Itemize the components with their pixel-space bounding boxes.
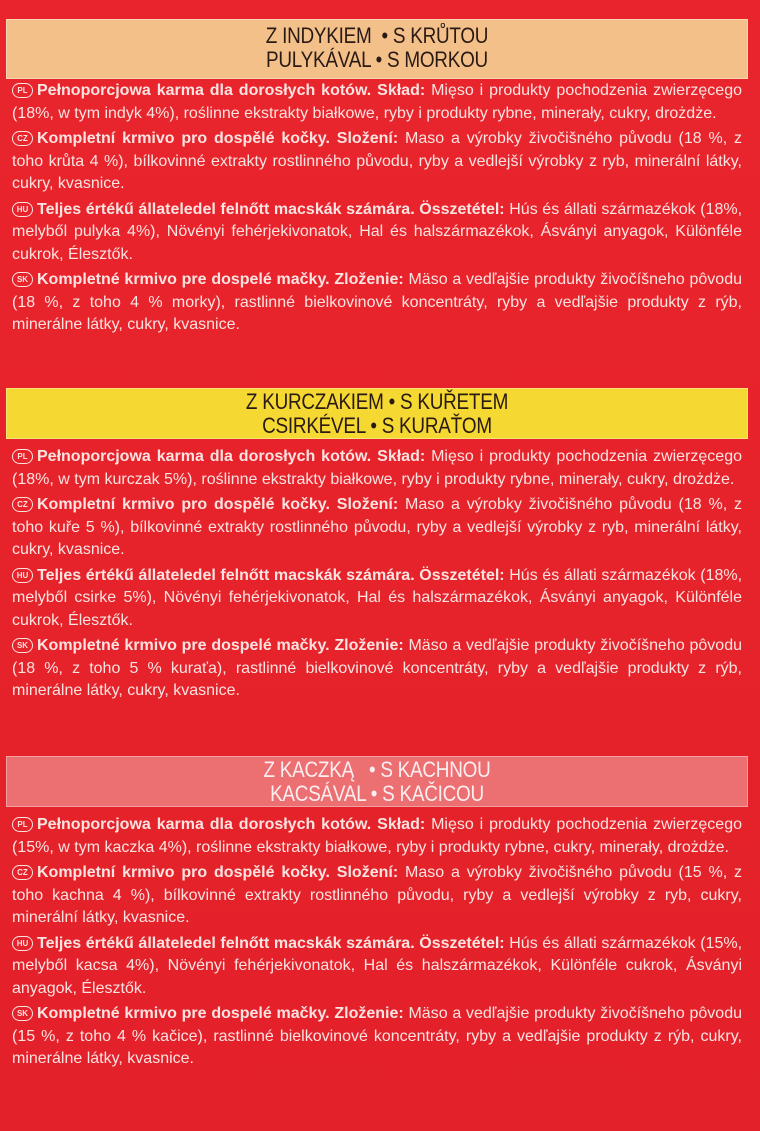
composition-text: Mäso a vedľajšie produkty živočíšneho pôvodu (18 %, z toho 5 % kuraťa), rastlinné bielkovinové koncentráty, ryby a vedľajšie produkty z rýb, minerálne látky, cukry, kvasnice. — [12, 637, 742, 699]
product-description: Kompletní krmivo pro dospělé kočky. Složení: — [37, 130, 399, 147]
composition-text: Maso a výrobky živočišného původu (18 %, z toho krůta 4 %), bílkovinné extrakty rostlinného původu, ryby a vedlejší výrobky z ryb, minerální látky, cukry, kvasnice. — [12, 130, 742, 192]
banner-line: CSIRKÉVEL • S KURAŤOM — [262, 413, 492, 438]
language-badge-icon: PL — [12, 449, 33, 464]
composition-text: Maso a výrobky živočišného původu (18 %, z toho kuře 5 %), bílkovinné extrakty rostlinného původu, ryby a vedlejší výrobky z ryb, minerální látky, cukry, kvasnice. — [12, 496, 742, 558]
ingredient-entry-pl — [12, 814, 742, 859]
composition-text: Maso a výrobky živočišného původu (15 %, z toho kachna 4 %), bílkovinné extrakty rostlinného původu, ryby a vedlejší výrobky z ryb, cukry, minerální látky, kvasnice. — [12, 864, 742, 926]
language-badge-icon: HU — [12, 202, 33, 217]
product-description: Kompletní krmivo pro dospělé kočky. Složení: — [37, 864, 399, 881]
product-description: Kompletné krmivo pre dospelé mačky. Zloženie: — [37, 1005, 404, 1022]
product-description: Kompletné krmivo pre dospelé mačky. Zloženie: — [37, 271, 404, 288]
product-description: Pełnoporcjowa karma dla dorosłych kotów. Skład: — [37, 816, 426, 833]
banner-line: KACSÁVAL • S KAČICOU — [270, 781, 484, 806]
ingredient-entry-sk — [12, 635, 742, 703]
language-badge-icon: CZ — [12, 865, 33, 880]
language-badge-icon: SK — [12, 272, 33, 287]
composition-text: Mięso i produkty pochodzenia zwierzęcego (18%, w tym indyk 4%), roślinne ekstrakty białkowe, ryby i produkty rybne, minerały, cukry, drożdże. — [12, 82, 742, 122]
composition-text: Hús és állati származékok (18%, melyből pulyka 4%), Növényi fehérjekivonatok, Hal és halszármazékok, Ásványi anyagok, Különféle cukrok, Élesztők. — [12, 200, 743, 263]
composition-text: Hús és állati származékok (18%, melyből csirke 5%), Növényi fehérjekivonatok, Hal és halszármazékok, Ásványi anyagok, Különféle cukrok, Élesztők. — [12, 566, 743, 629]
language-badge-icon: HU — [12, 936, 33, 951]
ingredients-section-turkey — [12, 80, 742, 340]
product-description: Teljes értékű állateledel felnőtt macskák számára. Összetétel: — [37, 200, 505, 218]
ingredient-entry-cz — [12, 128, 742, 196]
ingredient-entry-hu — [12, 933, 742, 1001]
flavor-banner-chicken — [6, 388, 748, 439]
flavor-banner-turkey — [6, 19, 748, 79]
ingredient-entry-sk — [12, 269, 742, 337]
language-badge-icon: CZ — [12, 131, 33, 146]
composition-text: Mäso a vedľajšie produkty živočíšneho pôvodu (15 %, z toho 4 % kačice), rastlinné bielkovinové koncentráty, ryby a vedľajšie produkty z rýb, cukry, minerálne látky, kvasnice. — [12, 1005, 742, 1067]
composition-text: Hús és állati származékok (15%, melyből kacsa 4%), Növényi fehérjekivonatok, Hal és halszármazékok, Különféle cukrok, Ásványi anyagok, Élesztők. — [12, 934, 743, 997]
ingredient-entry-pl — [12, 80, 742, 125]
ingredient-entry-pl — [12, 446, 742, 491]
language-badge-icon: PL — [12, 817, 33, 832]
banner-line: PULYKÁVAL • S MORKOU — [266, 47, 488, 72]
ingredient-entry-cz — [12, 494, 742, 562]
ingredients-section-chicken — [12, 446, 742, 706]
ingredient-entry-sk — [12, 1003, 742, 1071]
language-badge-icon: SK — [12, 1006, 33, 1021]
ingredient-entry-hu — [12, 565, 742, 633]
ingredient-entry-hu — [12, 199, 742, 267]
language-badge-icon: CZ — [12, 497, 33, 512]
composition-text: Mięso i produkty pochodzenia zwierzęcego (15%, w tym kaczka 4%), roślinne ekstrakty białkowe, ryby i produkty rybne, cukry, minerały, drożdże. — [12, 816, 742, 856]
language-badge-icon: HU — [12, 568, 33, 583]
product-description: Teljes értékű állateledel felnőtt macskák számára. Összetétel: — [37, 566, 505, 584]
language-badge-icon: PL — [12, 83, 33, 98]
composition-text: Mäso a vedľajšie produkty živočíšneho pôvodu (18 %, z toho 4 % morky), rastlinné bielkovinové koncentráty, ryby a vedľajšie produkty z rýb, minerálne látky, cukry, kvasnice. — [12, 271, 742, 333]
composition-text: Mięso i produkty pochodzenia zwierzęcego (18%, w tym kurczak 5%), roślinne ekstrakty białkowe, ryby i produkty rybne, minerały, cukry, drożdże. — [12, 448, 742, 488]
product-description: Pełnoporcjowa karma dla dorosłych kotów. Skład: — [37, 448, 426, 465]
product-description: Kompletní krmivo pro dospělé kočky. Složení: — [37, 496, 399, 513]
product-description: Pełnoporcjowa karma dla dorosłych kotów. Skład: — [37, 82, 426, 99]
ingredients-section-duck — [12, 814, 742, 1074]
language-badge-icon: SK — [12, 638, 33, 653]
banner-line: Z KACZKĄ • S KACHNOU — [263, 757, 491, 782]
banner-line: Z INDYKIEM • S KRŮTOU — [265, 23, 489, 48]
ingredient-entry-cz — [12, 862, 742, 930]
flavor-banner-duck — [6, 756, 748, 807]
banner-line: Z KURCZAKIEM • S KUŘETEM — [245, 389, 509, 414]
product-description: Teljes értékű állateledel felnőtt macskák számára. Összetétel: — [37, 934, 505, 952]
product-description: Kompletné krmivo pre dospelé mačky. Zloženie: — [37, 637, 404, 654]
